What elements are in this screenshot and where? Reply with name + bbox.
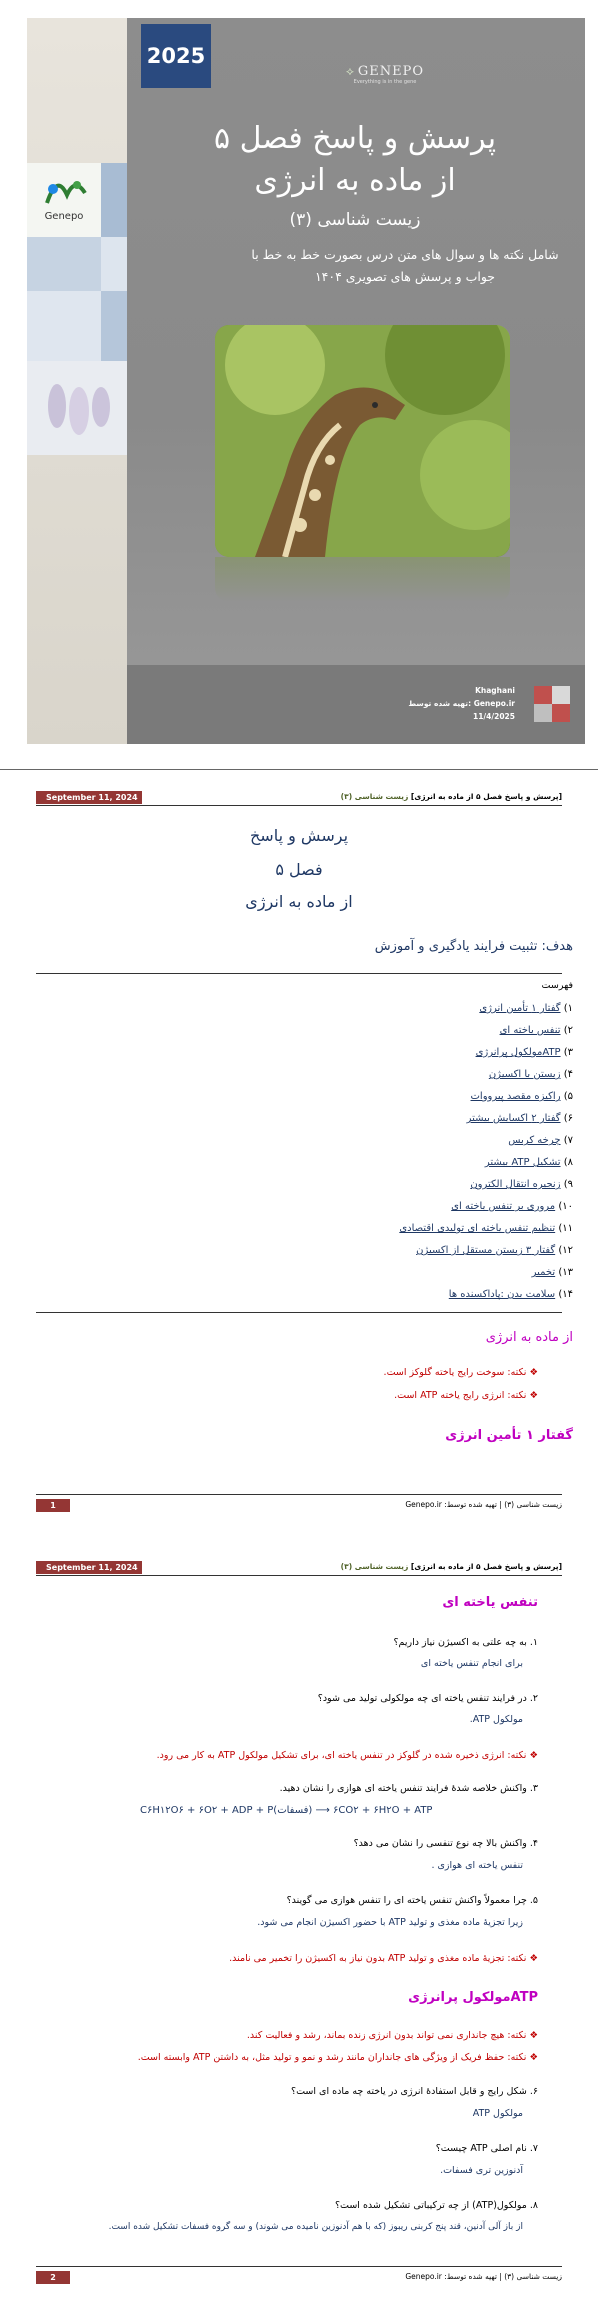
note-item: ❖ نکته: تجزیهٔ ماده مغذی و تولید ATP بدون نیاز به اکسیژن را تخمیر می نامند. xyxy=(229,1953,538,1964)
question: ۳. واکنش خلاصه شدهٔ فرایند تنفس یاخته ای هوازی را نشان دهید. xyxy=(279,1783,538,1794)
answer: مولکول ATP. xyxy=(469,1714,523,1725)
cover-square xyxy=(101,237,127,291)
toc-link[interactable]: تنظیم تنفس یاخته ای تولیدی اقتصادی xyxy=(399,1223,556,1234)
cover-small-square xyxy=(552,686,570,704)
toc-link[interactable]: سلامت بدن :پاداکسنده ها xyxy=(448,1289,556,1300)
cover-author: Khaghani xyxy=(475,686,515,695)
footer-text: زیست شناسی (۳) | تهیه شده توسط: Genepo.ir xyxy=(405,1500,562,1509)
cover-title-line2: از ماده به انرژی xyxy=(254,163,456,198)
header-date: September 11, 2024 xyxy=(36,1561,142,1574)
speech-heading: گفتار ۱ تأمین انرژی xyxy=(445,1428,573,1443)
header-book: زیست شناسی (۳) xyxy=(340,792,409,801)
giraffe-photo-reflection xyxy=(215,557,510,602)
cover-title-line1: پرسش و پاسخ فصل ۵ xyxy=(213,121,497,156)
toc-link[interactable]: تشکیل ATP بیشتر xyxy=(484,1157,561,1168)
toc-link[interactable]: راکیزه مقصد پیرووات xyxy=(470,1091,561,1102)
toc-item[interactable]: ۳) ATPمولکول پرانرژی xyxy=(475,1047,573,1058)
answer: مولکول ATP xyxy=(472,2108,523,2119)
cover-square xyxy=(27,291,101,361)
toc-item[interactable]: ۱۳) تخمیر xyxy=(531,1267,573,1278)
toc-item[interactable]: ۴) زیستن با اکسیژن xyxy=(488,1069,573,1080)
note-item: ❖ نکته: حفظ فریک از ویژگی های جانداران مانند رشد و نمو و تولید مثل، به داشتن ATP وابسته است. xyxy=(137,2052,538,2063)
footer-text: زیست شناسی (۳) | تهیه شده توسط: Genepo.ir xyxy=(405,2272,562,2281)
header-topic: از ماده به انرژی] xyxy=(410,1562,474,1571)
giraffe-photo xyxy=(215,325,510,557)
bullet-icon: ❖ xyxy=(529,2052,538,2063)
question: ۵. چرا معمولاً واکنش تنفس یاخته ای را تنفس هوازی می گویند؟ xyxy=(286,1895,538,1906)
toc-link[interactable]: گفتار ۱ تأمین انرژی xyxy=(479,1003,561,1014)
toc-item[interactable]: ۱۴) سلامت بدن :پاداکسنده ها xyxy=(448,1289,573,1300)
logo-tagline: Everything is in the gene xyxy=(353,79,417,85)
note-item: ❖ نکته: انرژی ذخیره شده در گلوکز در تنفس یاخته ای، برای تشکیل مولکول ATP به کار می رود. xyxy=(156,1750,538,1761)
cover-small-square xyxy=(534,686,552,704)
note-item: ❖ نکته: انرژی رایج یاخته ATP است. xyxy=(394,1390,538,1401)
answer: آدنوزین تری فسفات. xyxy=(440,2165,523,2176)
section-title: از ماده به انرژی xyxy=(485,1330,573,1345)
year-badge: 2025 xyxy=(141,24,211,88)
cover-subtitle: زیست شناسی (۳) xyxy=(289,210,421,230)
doc-title-2: فصل ۵ xyxy=(275,860,323,879)
equation-left: C۶H۱۲O۶ + ۶O۲ + ADP + P(فسفات) xyxy=(140,1805,313,1816)
toc-link[interactable]: گفتار ۳ زیستن مستقل از اکسیژن xyxy=(416,1245,556,1256)
genepo-image-label: Genepo xyxy=(44,211,84,222)
genepo-thumbnail xyxy=(27,163,101,237)
header-prefix: [پرسش و پاسخ فصل ۵ xyxy=(476,1562,562,1571)
header-date: September 11, 2024 xyxy=(36,791,142,804)
cover-small-square xyxy=(534,704,552,722)
header-topic: از ماده به انرژی] xyxy=(410,792,474,801)
cover-square xyxy=(27,237,101,291)
question: ۲. در فرایند تنفس یاخته ای چه مولکولی تولید می شود؟ xyxy=(317,1693,538,1704)
toc-link[interactable]: زیستن با اکسیژن xyxy=(488,1069,561,1080)
note-item: ❖ نکته: هیچ جانداری نمی تواند بدون انرژی زنده بماند، رشد و فعالیت کند. xyxy=(246,2030,538,2041)
cover-meta xyxy=(390,684,515,723)
cover-small-square xyxy=(552,704,570,722)
equation xyxy=(140,1805,540,1816)
equation-right: ۶CO۲ + ۶H۲O + ATP xyxy=(333,1805,433,1816)
toc-heading: فهرست xyxy=(541,980,573,991)
toc-item[interactable]: ۷) چرخه کربس xyxy=(508,1135,573,1146)
header-text xyxy=(150,1562,562,1571)
toc-item[interactable]: ۵) راکیزه مقصد پیرووات xyxy=(470,1091,573,1102)
question: ۸. مولکول(ATP) از چه ترکیباتی تشکیل شده است؟ xyxy=(334,2200,538,2211)
bullet-icon: ❖ xyxy=(529,1750,538,1761)
toc-item[interactable]: ۱۱) تنظیم تنفس یاخته ای تولیدی اقتصادی xyxy=(399,1223,573,1234)
logo-text: GENEPO xyxy=(357,64,425,79)
bullet-icon: ❖ xyxy=(529,1367,538,1378)
page-separator xyxy=(0,769,598,770)
toc-link[interactable]: تخمیر xyxy=(531,1267,556,1278)
doc-title-1: پرسش و پاسخ xyxy=(249,826,349,845)
page-number: 1 xyxy=(36,1499,70,1512)
header-book: زیست شناسی (۳) xyxy=(340,1562,409,1571)
toc-item[interactable]: ۲) تنفس یاخته ای xyxy=(499,1025,573,1036)
toc-item[interactable]: ۹) زنجیره انتقال الکترون xyxy=(470,1179,573,1190)
cover-description: شامل نکته ها و سوال های متن درس بصورت خط به خط با جواب و پرسش های تصویری ۱۴۰۴ xyxy=(251,247,559,284)
section-title: تنفس یاخته ای xyxy=(442,1595,538,1610)
cover-date: 11/4/2025 xyxy=(472,712,515,721)
question: ۴. واکنش بالا چه نوع تنفسی را نشان می دهد؟ xyxy=(353,1838,538,1849)
header-prefix: [پرسش و پاسخ فصل ۵ xyxy=(476,792,562,801)
toc-item[interactable]: ۱۰) مروری بر تنفس یاخته ای xyxy=(451,1201,573,1212)
footer-rule xyxy=(36,2266,562,2267)
header-rule xyxy=(36,1575,562,1576)
question: ۶. شکل رایج و قابل استفادهٔ انرژی در یاخته چه ماده ای است؟ xyxy=(291,2086,538,2097)
section-atp: ATPمولکول پرانرژی xyxy=(408,1990,538,2005)
toc-item[interactable]: ۸) تشکیل ATP بیشتر xyxy=(484,1157,573,1168)
toc-link[interactable]: ATPمولکول پرانرژی xyxy=(475,1047,561,1058)
cover-square xyxy=(101,291,127,361)
footer-rule xyxy=(36,1494,562,1495)
answer: از باز آلی آدنین، قند پنج کربنی ریبوز (که با هم آدنوزین نامیده می شوند) و سه گروه فسفات تشکیل شده است. xyxy=(108,2222,523,2232)
toc-link[interactable]: تنفس یاخته ای xyxy=(499,1025,561,1036)
genepo-logo xyxy=(310,60,460,100)
header-rule xyxy=(36,805,562,806)
toc-link[interactable]: چرخه کربس xyxy=(508,1135,561,1146)
header-text xyxy=(150,792,562,801)
toc-item[interactable]: ۶) گفتار ۲ اکسایش بیشتر xyxy=(466,1113,573,1124)
toc-item[interactable]: ۱۲) گفتار ۳ زیستن مستقل از اکسیژن xyxy=(416,1245,573,1256)
cover-bottom-band xyxy=(127,665,585,744)
page-number: 2 xyxy=(36,2271,70,2284)
toc-rule xyxy=(36,1312,562,1313)
toc-link[interactable]: مروری بر تنفس یاخته ای xyxy=(451,1201,556,1212)
toc-item[interactable]: ۱) گفتار ۱ تأمین انرژی xyxy=(479,1003,573,1014)
cover-lab-image xyxy=(27,361,127,455)
dragonfly-icon: ⟡ xyxy=(345,64,354,78)
doc-title-3: از ماده به انرژی xyxy=(245,892,353,911)
answer: تنفس یاخته ای هوازی . xyxy=(431,1860,523,1871)
question: ۷. نام اصلی ATP چیست؟ xyxy=(435,2143,538,2154)
answer: زیرا تجزیهٔ ماده مغذی و تولید ATP با حضور اکسیژن انجام می شود. xyxy=(257,1917,523,1928)
doc-goal: هدف: تثبیت فرایند یادگیری و آموزش xyxy=(374,939,573,954)
bullet-icon: ❖ xyxy=(529,2030,538,2041)
genepo-logo-image xyxy=(27,163,101,237)
cover-prepared-by: تهیه شده توسط: Genepo.ir xyxy=(408,699,515,708)
bullet-icon: ❖ xyxy=(529,1390,538,1401)
toc-link[interactable]: گفتار ۲ اکسایش بیشتر xyxy=(466,1113,561,1124)
toc-link[interactable]: زنجیره انتقال الکترون xyxy=(470,1179,561,1190)
bullet-icon: ❖ xyxy=(529,1953,538,1964)
question: ۱. به چه علتی به اکسیژن نیاز داریم؟ xyxy=(393,1637,538,1648)
answer: برای انجام تنفس یاخته ای xyxy=(420,1658,523,1669)
goal-rule xyxy=(36,973,562,974)
cover-title xyxy=(135,118,575,202)
cover-square xyxy=(101,163,127,237)
arrow-icon: ⟶ xyxy=(315,1805,330,1816)
note-item: ❖ نکته: سوخت رایج یاخته گلوکز است. xyxy=(383,1367,538,1378)
